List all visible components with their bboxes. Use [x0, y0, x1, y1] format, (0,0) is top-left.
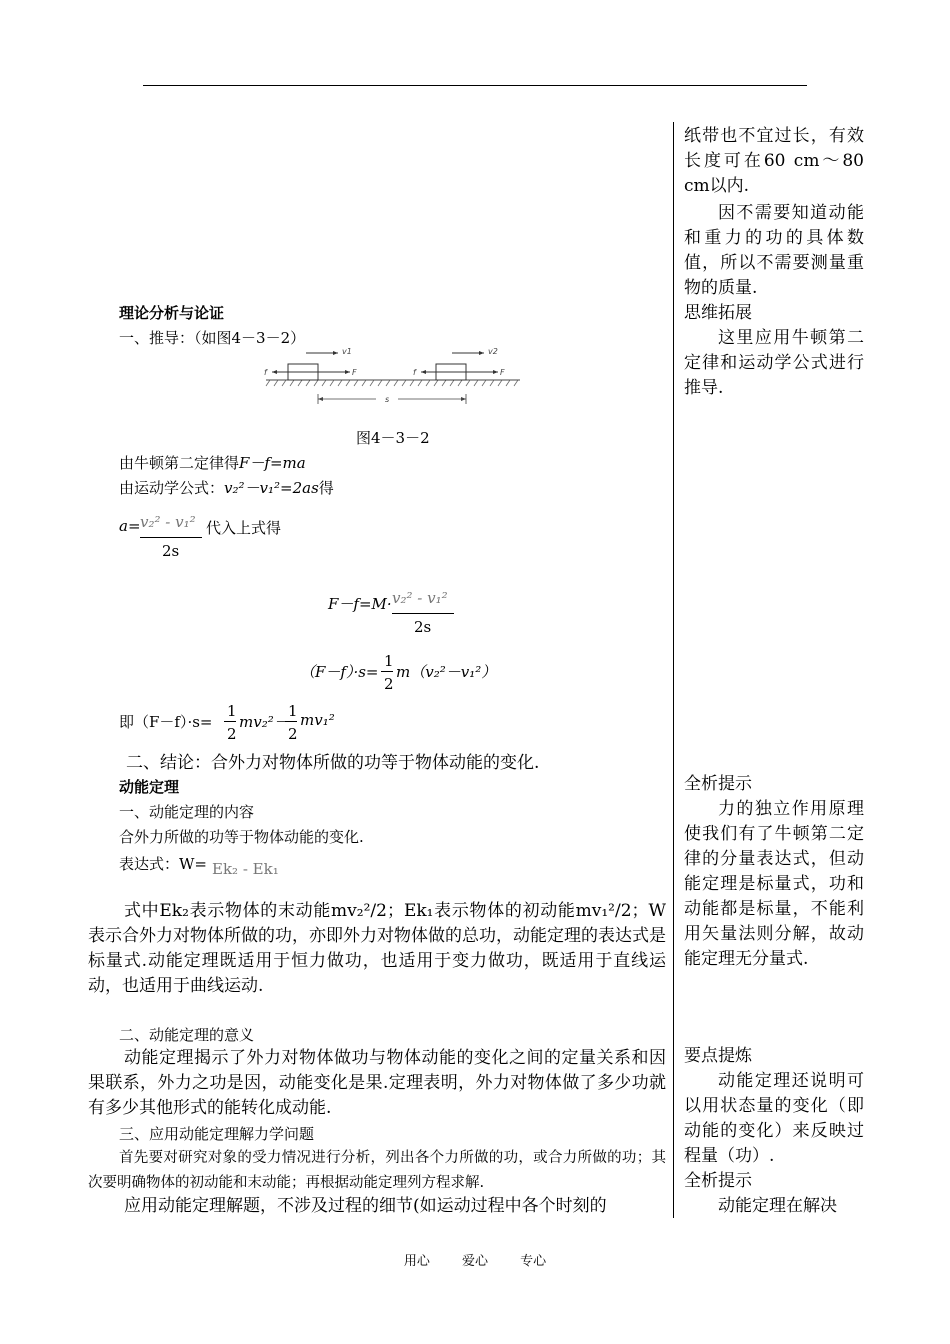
side-heading: 全析提示: [684, 774, 752, 794]
eq3-left-text: （F－f）·s=: [300, 663, 379, 681]
eq4-right: [300, 711, 335, 729]
theorem-paragraph: 式中Ek₂表示物体的末动能mv₂²/2；Ek₁表示物体的初动能mv₁²/2；W表示合外力对物体所做的功，亦即外力对物体做的总功，动能定理的表达式是标量式.动能定理既适用于恒力做功，也适用于变力做功，既适用于直线运动，也适用于曲线运动.: [88, 901, 666, 996]
newton-text: 由牛顿第二定律得: [119, 454, 240, 472]
eq4-half1-den: 2: [227, 725, 237, 743]
expression-rhs: Ek₂ - Ek₁: [212, 860, 279, 878]
label-v1: v1: [342, 347, 352, 356]
section-title: 理论分析与论证: [119, 304, 225, 322]
conclusion: 二、结论：合外力对物体所做的功等于物体动能的变化.: [126, 753, 540, 773]
eq4-half2-den: 2: [288, 725, 298, 743]
eq3-right-text: m（v₂²－v₁²）: [396, 663, 497, 681]
expression-label: 表达式：W=: [119, 855, 207, 873]
kinematics-text: 由运动学公式：: [119, 479, 225, 497]
side-note-text: 这里应用牛顿第二定律和运动学公式进行推导.: [684, 328, 864, 398]
a-label-text: a=: [119, 517, 141, 535]
label-f1: f: [264, 368, 267, 377]
page-footer: 用心 爱心 专心: [403, 1254, 547, 1269]
eq3-half-num: 1: [384, 652, 394, 670]
label-F1: F: [352, 368, 357, 377]
eq2-fraction-bar: [392, 613, 454, 614]
label-F2: F: [500, 368, 505, 377]
label-f2: f: [413, 368, 416, 377]
a-label: [119, 517, 141, 535]
a-denominator: 2s: [162, 542, 180, 560]
side-note-text: 动能定理还说明可以用状态量的变化（即动能的变化）来反映过程量（功）.: [684, 1071, 864, 1166]
eq3-right: [396, 661, 496, 682]
side-heading: 思维拓展: [684, 303, 752, 323]
subheading: 二、动能定理的意义: [119, 1026, 255, 1044]
column-divider: [673, 122, 674, 1218]
side-note-3: [684, 1044, 864, 1219]
kinematics-line: [119, 477, 334, 498]
a-numerator: [140, 513, 196, 531]
eq3-fraction-bar: [381, 671, 393, 672]
eq2-numerator-text: v₂² - v₁²: [392, 589, 448, 607]
a-numerator-text: v₂² - v₁²: [140, 513, 196, 531]
header-rule: [143, 85, 807, 86]
eq4-left: 即（F－f）·s=: [119, 713, 213, 731]
side-note-text: 因不需要知道动能和重力的功的具体数值，所以不需要测量重物的质量.: [684, 203, 864, 298]
label-v2: v2: [488, 347, 498, 356]
eq2-left-text: F－f=M·: [328, 595, 392, 613]
eq2-denominator: 2s: [414, 618, 432, 636]
figure-caption: 图4－3－2: [356, 429, 430, 447]
force-diagram: [258, 342, 528, 410]
eq4-mid-text: mv₂²－: [239, 713, 289, 731]
meaning-paragraph: 动能定理揭示了外力对物体做功与物体动能的变化之间的定量关系和因果联系，外力之功是因，动能变化是果.定理表明，外力对物体做了多少功就有多少其他形式的能转化成动能.: [88, 1048, 666, 1118]
eq4-mid: [239, 711, 289, 732]
eq4-fraction-bar-2: [285, 721, 297, 722]
eq2-numerator: [392, 589, 448, 607]
newton-line: [119, 452, 306, 473]
subheading: 三、应用动能定理解力学问题: [119, 1125, 315, 1143]
side-note-1: [684, 124, 864, 401]
eq4-half1-num: 1: [227, 702, 237, 720]
kinematics-suffix: 得: [318, 479, 334, 497]
eq3-left: [300, 661, 379, 682]
eq4-half2-num: 1: [288, 702, 298, 720]
a-suffix: 代入上式得: [206, 519, 282, 537]
section-title: 动能定理: [119, 778, 180, 796]
side-note-text: 纸带也不宜过长，有效长度可在60 cm～80 cm以内.: [684, 126, 864, 196]
side-note-text: 力的独立作用原理使我们有了牛顿第二定律的分量表达式，但动能定理是标量式，功和动能都是标量，不能利用矢量法则分解，故动能定理无分量式.: [684, 799, 864, 969]
side-note-2: [684, 772, 864, 972]
eq4-right-text: mv₁²: [300, 711, 335, 729]
label-s: s: [385, 395, 390, 404]
side-heading: 要点提炼: [684, 1046, 752, 1066]
side-heading: 全析提示: [684, 1171, 752, 1191]
derive-heading: 一、推导：（如图4－3－2）: [119, 329, 306, 347]
eq2-left: [328, 593, 392, 614]
newton-equation: F－f=ma: [239, 454, 306, 472]
application-paragraph: 首先要对研究对象的受力情况进行分析，列出各个力所做的功，或合力所做的功；其次要明确物体的初动能和末动能；再根据动能定理列方程求解.: [88, 1150, 666, 1191]
eq3-half-den: 2: [384, 675, 394, 693]
content-line: 合外力所做的功等于物体动能的变化.: [119, 828, 364, 846]
kinematics-equation: v₂²－v₁²=2as: [224, 479, 319, 497]
subheading: 一、动能定理的内容: [119, 803, 255, 821]
side-note-text: 动能定理在解决: [718, 1196, 837, 1216]
application-paragraph-2: 应用动能定理解题，不涉及过程的细节(如运动过程中各个时刻的: [124, 1196, 607, 1216]
eq4-fraction-bar-1: [224, 721, 236, 722]
a-fraction-bar: [140, 537, 202, 538]
